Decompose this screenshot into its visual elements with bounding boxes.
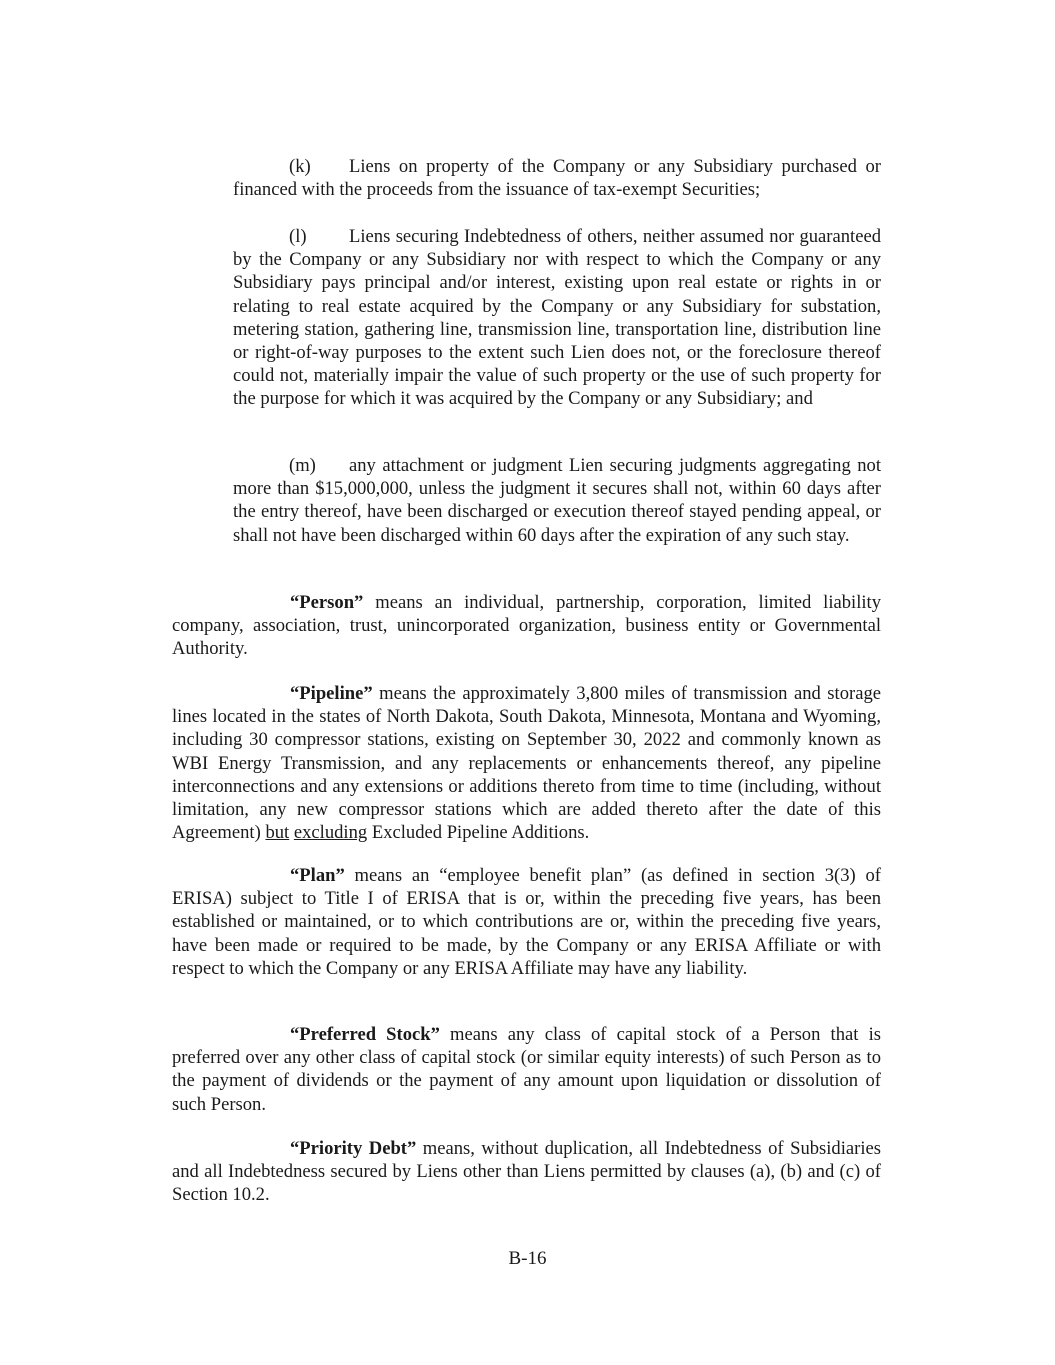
definition-priority-debt — [172, 1137, 881, 1207]
term-person: “Person” — [290, 592, 364, 613]
clause-k-label: (k) — [289, 156, 311, 177]
definition-plan — [172, 864, 881, 980]
clause-k-text: Liens on property of the Company or any Subsidiary purchased or financed with the proceeds from the issuance of tax-exempt Securities; — [233, 156, 881, 201]
clause-l-text: Liens securing Indebtedness of others, neither assumed nor guaranteed by the Company or any Subsidiary nor with respect to which the Company or any Subsidiary pays principal and/or interest, existing upon real estate or rights in or relating to real estate acquired by the Company or any Subsidiary for substation, metering station, gathering line, transmission line, transportation line, distribution line or right-of-way purposes to the extent such Lien does not, or the foreclosure thereof could not, materially impair the value of such property or the use of such property for the purpose for which it was acquired by the Company or any Subsidiary; and — [233, 226, 881, 410]
term-preferred-stock: “Preferred Stock” — [290, 1024, 440, 1045]
definition-pipeline-text: means the approximately 3,800 miles of transmission and storage lines located in the states of North Dakota, South Dakota, Minnesota, Montana and Wyoming, including 30 compressor stations, existing on September 30, 2022 and commonly known as WBI Energy Transmission, and any replacements or enhancements thereof, any pipeline interconnections and any extensions or additions thereto from time to time (including, without limitation, any new compressor stations which are added thereto after the date of this Agreement) — [172, 683, 881, 844]
term-pipeline: “Pipeline” — [290, 683, 373, 704]
clause-l-label: (l) — [289, 226, 307, 247]
underlined-but: but — [265, 822, 290, 844]
definition-preferred-stock — [172, 1023, 881, 1116]
clause-m — [233, 454, 881, 547]
clause-k — [233, 155, 881, 201]
term-priority-debt: “Priority Debt” — [290, 1138, 417, 1159]
page-number: B-16 — [508, 1248, 547, 1269]
underlined-excluding: excluding — [293, 822, 368, 844]
definition-preferred-stock-text: means any class of capital stock of a Person that is preferred over any other class of capital stock (or similar equity interests) of such Person as to the payment of dividends or the payment of any amount upon liquidation or dissolution of such Person. — [172, 1024, 881, 1115]
definition-person-text: means an individual, partnership, corporation, limited liability company, association, trust, unincorporated organization, business entity or Governmental Authority. — [172, 592, 881, 660]
term-plan: “Plan” — [290, 865, 345, 886]
definition-priority-debt-text: means, without duplication, all Indebtedness of Subsidiaries and all Indebtedness secured by Liens other than Liens permitted by clauses (a), (b) and (c) of Section 10.2. — [172, 1138, 881, 1206]
clause-m-label: (m) — [289, 455, 316, 476]
clause-l — [233, 225, 881, 411]
definition-plan-text: means an “employee benefit plan” (as defined in section 3(3) of ERISA) subject to Title I of ERISA that is or, within the preceding five years, has been established or maintained, or to which contributions are or, within the preceding five years, have been made or required to be made, by the Company or any ERISA Affiliate or with respect to which the Company or any ERISA Affiliate may have any liability. — [172, 865, 881, 979]
clause-m-text: any attachment or judgment Lien securing judgments aggregating not more than $15,000,000, unless the judgment it secures shall not, within 60 days after the entry thereof, have been discharged or execution thereof stayed pending appeal, or shall not have been discharged within 60 days after the expiration of any such stay. — [233, 455, 881, 546]
definition-pipeline-text-end: Excluded Pipeline Additions. — [367, 822, 590, 844]
definition-pipeline — [172, 682, 881, 844]
definition-person — [172, 591, 881, 661]
